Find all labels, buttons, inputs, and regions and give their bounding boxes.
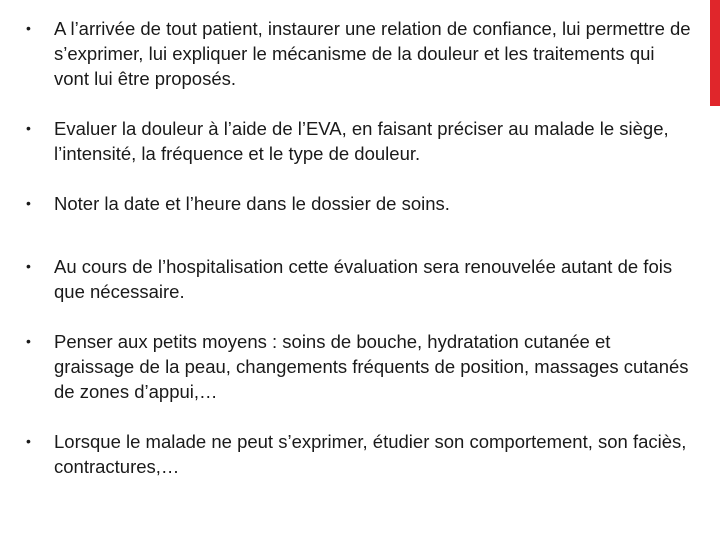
accent-bar bbox=[710, 0, 720, 106]
bullet-item bbox=[24, 116, 694, 166]
bullet-item bbox=[24, 329, 694, 404]
bullet-text: A l’arrivée de tout patient, instaurer une relation de confiance, lui permettre de s’exprimer, lui expliquer le mécanisme de la douleur et les traitements qui vont lui être proposés. bbox=[54, 18, 691, 89]
bullet-text: Penser aux petits moyens : soins de bouche, hydratation cutanée et graissage de la peau, changements fréquents de position, massages cutanés de zones d’appui,… bbox=[54, 331, 689, 402]
bullet-text: Lorsque le malade ne peut s’exprimer, étudier son comportement, son faciès, contractures,… bbox=[54, 431, 687, 477]
bullet-dot: • bbox=[26, 258, 31, 274]
bullet-text: Noter la date et l’heure dans le dossier de soins. bbox=[54, 193, 450, 214]
bullet-dot: • bbox=[26, 433, 31, 449]
bullet-item bbox=[24, 429, 694, 479]
bullet-dot: • bbox=[26, 333, 31, 349]
bullet-item bbox=[24, 191, 694, 216]
bullet-item bbox=[24, 16, 694, 91]
bullet-dot: • bbox=[26, 195, 31, 211]
bullet-text: Au cours de l’hospitalisation cette évaluation sera renouvelée autant de fois que nécessaire. bbox=[54, 256, 673, 302]
bullet-dot: • bbox=[26, 120, 31, 136]
bullet-text: Evaluer la douleur à l’aide de l’EVA, en faisant préciser au malade le siège, l’intensité, la fréquence et le type de douleur. bbox=[54, 118, 669, 164]
bullet-item bbox=[24, 254, 694, 304]
bullet-dot: • bbox=[26, 20, 31, 36]
bullet-list bbox=[24, 16, 694, 504]
